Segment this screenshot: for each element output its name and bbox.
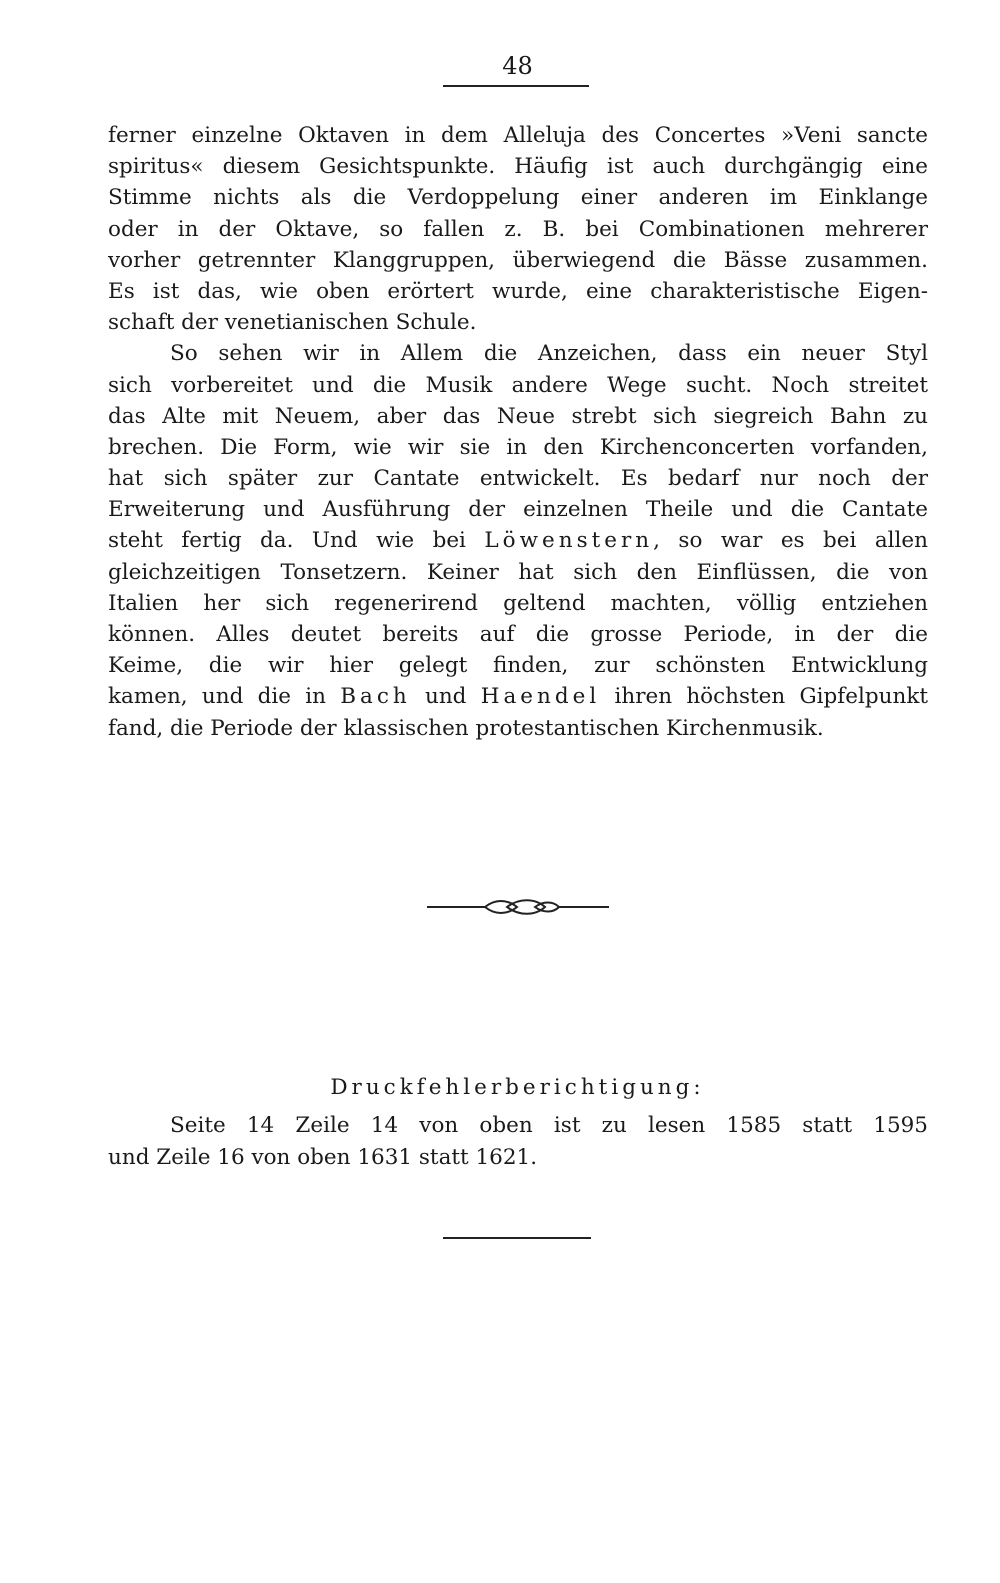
name-loewenstern: Löwenstern	[484, 528, 654, 554]
text-line: oder in der Oktave, so fallen z. B. bei Combinationen mehrerer	[108, 216, 928, 242]
text-line: sich vorbereitet und die Musik andere Wege sucht. Noch streitet	[108, 372, 928, 398]
text-line: vorher getrennter Klanggruppen, überwiegend die Bässe zusammen.	[108, 247, 928, 273]
text-line: brechen. Die Form, wie wir sie in den Kirchenconcerten vorfanden,	[108, 434, 928, 460]
errata-heading: Druckfehlerberichtigung:	[330, 1075, 705, 1100]
text-line: Italien her sich regenerirend geltend machten, völlig entziehen	[108, 590, 928, 616]
page-number: 48	[502, 52, 533, 80]
name-haendel: Haendel	[480, 684, 601, 710]
errata-text	[108, 1110, 928, 1174]
text-segment: und	[410, 684, 481, 710]
text-line	[108, 681, 928, 712]
text-line: gleichzeitigen Tonsetzern. Keiner hat sich den Einflüssen, die von	[108, 559, 928, 585]
text-line: Erweiterung und Ausführung der einzelnen Theile und die Cantate	[108, 497, 928, 523]
text-line: fand, die Periode der klassischen protestantischen Kirchenmusik.	[108, 715, 824, 741]
body-text	[108, 120, 928, 744]
text-line: spiritus« diesem Gesichtspunkte. Häufig ist auch durchgängig eine	[108, 154, 928, 180]
text-line	[108, 525, 928, 556]
name-bach: Bach	[340, 684, 411, 710]
text-line: Keime, die wir hier gelegt finden, zur schönsten Entwicklung	[108, 653, 928, 679]
text-line: hat sich später zur Cantate entwickelt. Es bedarf nur noch der	[108, 466, 928, 492]
errata-line: Seite 14 Zeile 14 von oben ist zu lesen 1585 statt 1595	[170, 1113, 928, 1138]
text-segment: kamen, und die in	[108, 684, 341, 710]
end-rule	[443, 1237, 591, 1239]
errata-line: und Zeile 16 von oben 1631 statt 1621.	[108, 1145, 538, 1170]
text-segment: ihren höchsten Gipfelpunkt	[600, 684, 928, 710]
text-line: das Alte mit Neuem, aber das Neue strebt sich siegreich Bahn zu	[108, 403, 928, 429]
text-line: schaft der venetianischen Schule.	[108, 310, 477, 336]
text-segment: steht fertig da. Und wie bei	[108, 528, 485, 554]
ornament-divider	[427, 895, 609, 919]
text-line: So sehen wir in Allem die Anzeichen, dass ein neuer Styl	[170, 341, 928, 367]
text-line: Es ist das, wie oben erörtert wurde, eine charakteristische Eigen-	[108, 278, 928, 304]
text-segment: , so war es bei allen	[653, 528, 928, 554]
text-line: können. Alles deutet bereits auf die grosse Periode, in der die	[108, 622, 928, 647]
page-number-rule	[443, 85, 589, 87]
text-line: Stimme nichts als die Verdoppelung einer anderen im Einklange	[108, 185, 928, 211]
text-line: ferner einzelne Oktaven in dem Alleluja des Concertes »Veni sancte	[108, 123, 928, 148]
